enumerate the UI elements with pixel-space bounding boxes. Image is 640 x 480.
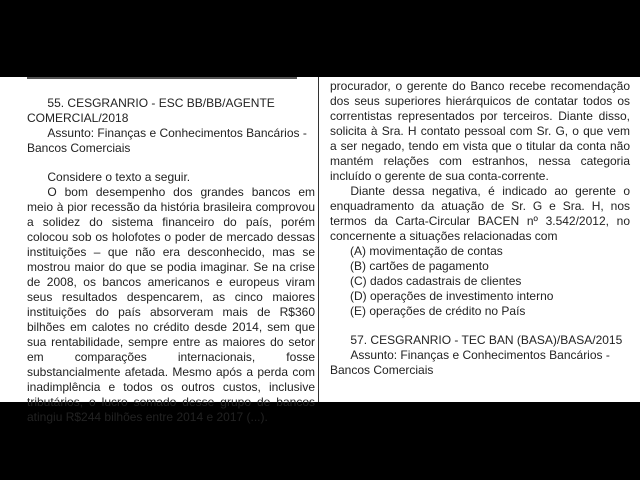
passage-text: O bom desempenho dos grandes bancos em meio à pior recessão da história brasileira comprovou a solidez do sistema financeiro do país, porém colocou sob os holofotes o poder de mercado dessas instituições – que não era desconhecido, mas se mostrou maior do que se podia imaginar. Se na crise de 2008, os bancos americanos e europeus viram seus resultados despencarem, as cinco maiores instituições do país absorveram mais de R$360 bilhões em calotes no crédito desde 2014, sem que sua rentabilidade, sempre entre as maiores do setor em comparações internacionais, fosse substancialmente afetada. Mesmo após a perda com inadimplência e todos os outros custos, inclusive tributários, o lucro somado desse grupo de bancos atingiu R$244 bilhões entre 2014 e 2017 (...). [27,185,315,424]
option-a: (A) movimentação de contas [350,244,503,258]
option-d: (D) operações de investimento interno [350,289,554,303]
document-page [0,77,640,424]
option-c: (C) dados cadastrais de clientes [350,274,522,288]
question-55-subject: Assunto: Finanças e Conhecimentos Bancários - Bancos Comerciais [27,126,307,155]
question-56-paragraph-2: Diante dessa negativa, é indicado ao gerente o enquadramento da atuação de Sr. G e Sra. H, nos termos da Carta-Circular BACEN nº 3.542/2012, no concernente a situações relacionadas com [330,184,630,243]
column-divider [318,77,319,402]
left-column [27,77,315,425]
question-56-paragraph-1: procurador, o gerente do Banco recebe recomendação dos seus superiores hierárquicos de contatar todos os correntistas representados por terceiros. Diante disso, solicita à Sra. H contato pessoal com Sr. G, o que vem a ser negado, tendo em vista que o titular da conta não mantém relações com estranhos, nessa categoria incluído o gerente de sua conta-corrente. [330,79,630,183]
instruction-text: Considere o texto a seguir. [47,170,191,184]
answer-options [330,244,630,319]
question-57-title: 57. CESGRANRIO - TEC BAN (BASA)/BASA/2015 [350,333,623,347]
right-column [330,79,630,378]
option-b: (B) cartões de pagamento [350,259,489,273]
question-57-subject: Assunto: Finanças e Conhecimentos Bancários - Bancos Comerciais [330,348,610,377]
option-e: (E) operações de crédito no País [350,304,526,318]
question-55-title: 55. CESGRANRIO - ESC BB/BB/AGENTE COMERCIAL/2018 [27,96,275,125]
